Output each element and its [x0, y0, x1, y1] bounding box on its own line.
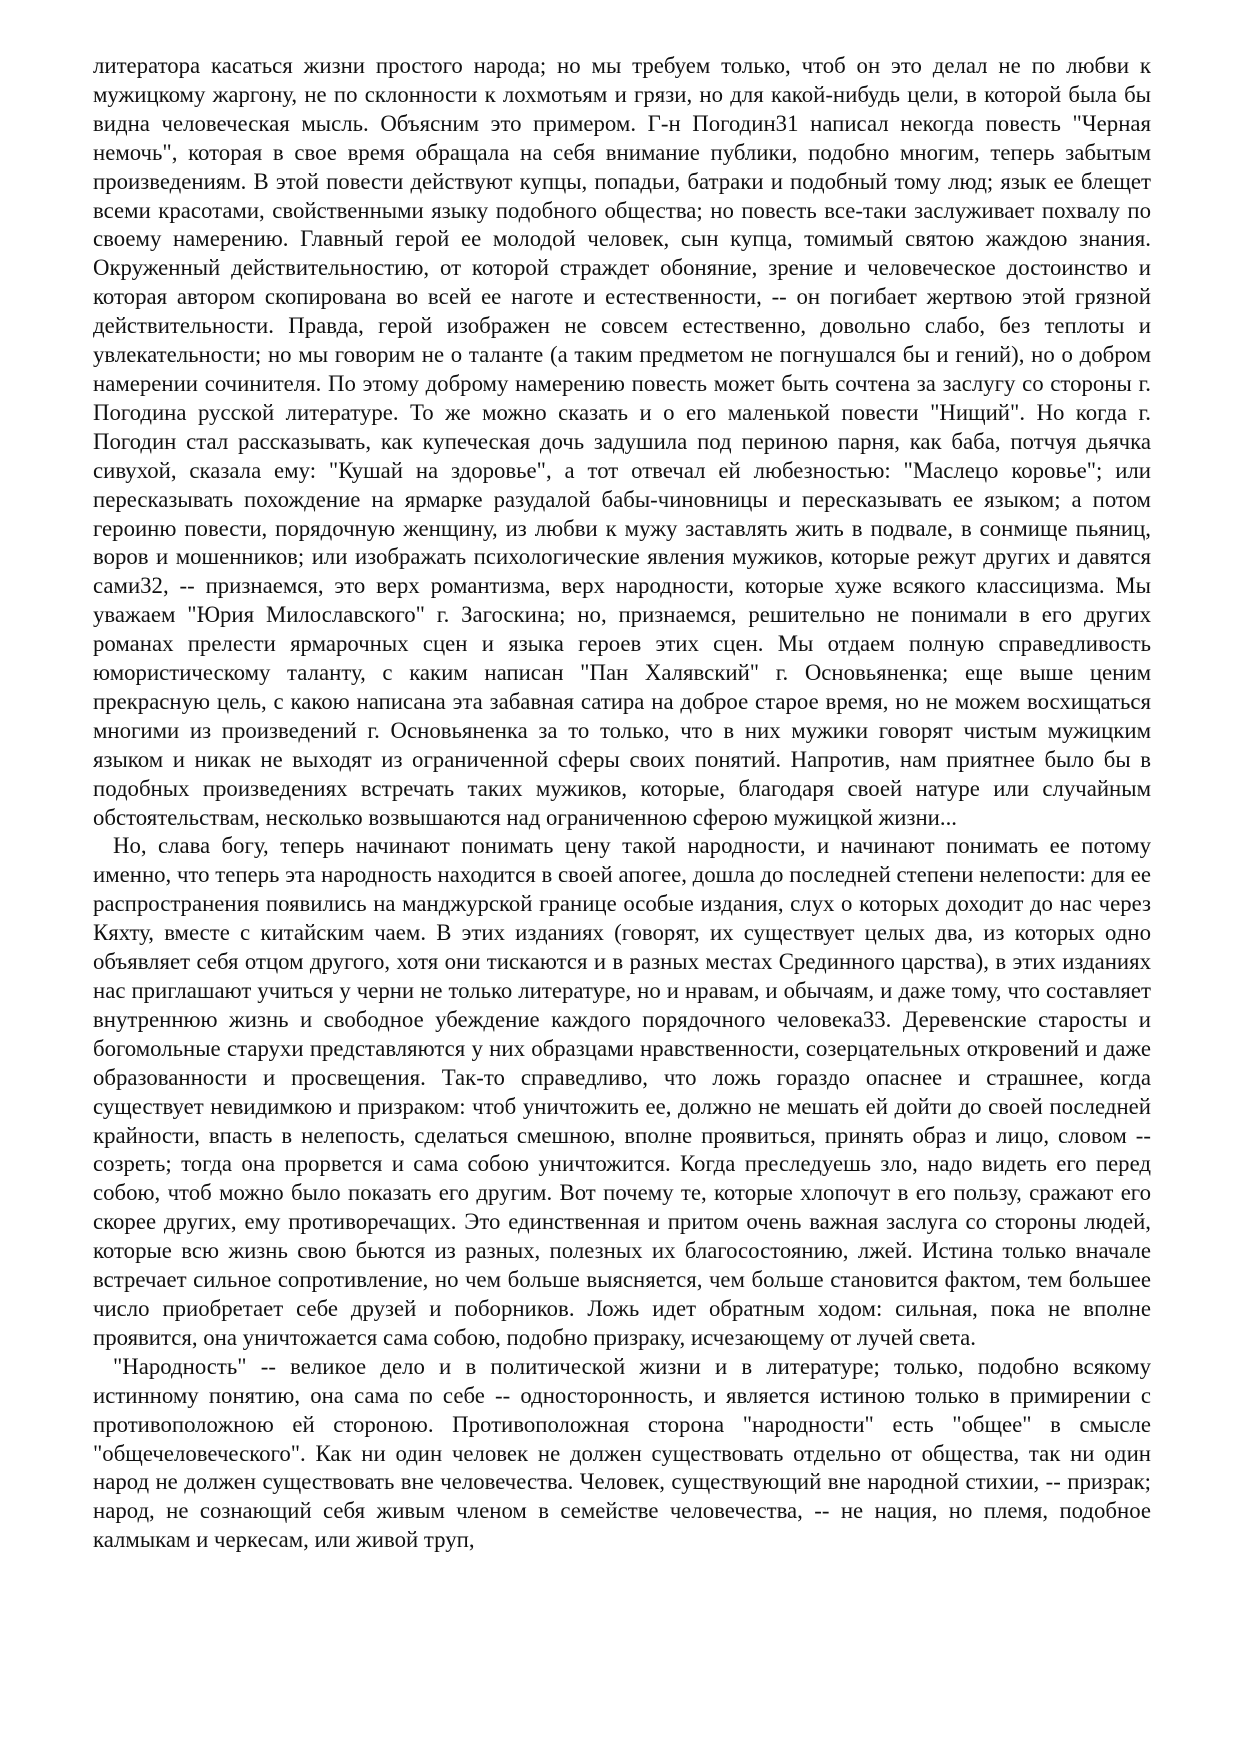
paragraph-1: литератора касаться жизни простого народа; но мы требуем только, чтоб он это делал не по любви к мужицкому жаргону, не по склонности к лохмотьям и грязи, но для какой-нибудь цели, в которой была бы видна человеческая мысль. Объясним это примером. Г-н Погодин31 написал некогда повесть "Черная немочь", которая в свое время обращала на себя внимание публики, подобно многим, теперь забытым произведениям. В этой повести действуют купцы, попадьи, батраки и подобный тому люд; язык ее блещет всеми красотами, свойственными языку подобного общества; но повесть все-таки заслуживает похвалу по своему намерению. Главный герой ее молодой человек, сын купца, томимый святою жаждою знания. Окруженный действительностию, от которой страждет обоняние, зрение и человеческое достоинство и которая автором скопирована во всей ее наготе и естественности, -- он погибает жертвою этой грязной действительности. Правда, герой изображен не совсем естественно, довольно слабо, без теплоты и увлекательности; но мы говорим не о таланте (а таким предметом не погнушался бы и гений), но о добром намерении сочинителя. По этому доброму намерению повесть может быть сочтена за заслугу со стороны г. Погодина русской литературе. То же можно сказать и о его маленькой повести "Нищий". Но когда г. Погодин стал рассказывать, как купеческая дочь задушила под периною парня, как баба, потчуя дьячка сивухой, сказала ему: "Кушай на здоровье", а тот отвечал ей любезностью: "Маслецо коровье"; или пересказывать похождение на ярмарке разудалой бабы-чиновницы и пересказывать ее языком; а потом героиню повести, порядочную женщину, из любви к мужу заставлять жить в подвале, в сонмище пьяниц, воров и мошенников; или изображать психологические явления мужиков, которые режут других и давятся сами32, -- признаемся, это верх романтизма, верх народности, которые хуже всякого классицизма. Мы уважаем "Юрия Милославского" г. Загоскина; но, признаемся, решительно не понимали в его других романах прелести ярмарочных сцен и языка героев этих сцен. Мы отдаем полную справедливость юмористическому таланту, с каким написан "Пан Халявский" г. Основьяненка; еще выше ценим прекрасную цель, с какою написана эта забавная сатира на доброе старое время, но не можем восхищаться многими из произведений г. Основьяненка за то только, что в них мужики говорят чистым мужицким языком и никак не выходят из ограниченной сферы своих понятий. Напротив, нам приятнее было бы в подобных произведениях встречать таких мужиков, которые, благодаря своей натуре или случайным обстоятельствам, несколько возвышаются над ограниченною сферою мужицкой жизни...	[93, 53, 1151, 830]
paragraph-3: "Народность" -- великое дело и в политической жизни и в литературе; только, подобно всякому истинному понятию, она сама по себе -- односторонность, и является истиною только в примирении с противоположною ей стороною. Противоположная сторона "народности" есть "общее" в смысле "общечеловеческого". Как ни один человек не должен существовать отдельно от общества, так ни один народ не должен существовать вне человечества. Человек, существующий вне народной стихии, -- призрак; народ, не сознающий себя живым членом в семействе человечества, -- не нация, но племя, подобное калмыкам и черкесам, или живой труп,	[93, 1353, 1151, 1553]
paragraph-2: Но, слава богу, теперь начинают понимать цену такой народности, и начинают понимать ее потому именно, что теперь эта народность находится в своей апогее, дошла до последней степени нелепости: для ее распространения появились на манджурской границе особые издания, слух о которых доходит до нас через Кяхту, вместе с китайским чаем. В этих изданиях (говорят, их существует целых два, из которых одно объявляет себя отцом другого, хотя они тискаются и в разных местах Срединного царства), в этих изданиях нас приглашают учиться у черни не только литературе, но и нравам, и обычаям, и даже тому, что составляет внутреннюю жизнь и свободное убеждение каждого порядочного человека33. Деревенские старосты и богомольные старухи представляются у них образцами нравственности, созерцательных откровений и даже образованности и просвещения. Так-то справедливо, что ложь гораздо опаснее и страшнее, когда существует невидимкою и призраком: чтоб уничтожить ее, должно не мешать ей дойти до своей последней крайности, впасть в нелепость, сделаться смешною, вполне проявиться, принять образ и лицо, словом -- созреть; тогда она прорвется и сама собою уничтожится. Когда преследуешь зло, надо видеть его перед собою, чтоб можно было показать его другим. Вот почему те, которые хлопочут в его пользу, сражают его скорее других, ему противоречащих. Это единственная и притом очень важная заслуга со стороны людей, которые всю жизнь свою бьются из разных, полезных их благосостоянию, лжей. Истина только вначале встречает сильное сопротивление, но чем больше выясняется, чем больше становится фактом, тем большее число приобретает себе друзей и поборников. Ложь идет обратным ходом: сильная, пока не вполне проявится, она уничтожается сама собою, подобно призраку, исчезающему от лучей света.	[93, 833, 1151, 1350]
document-page	[93, 52, 1151, 1732]
